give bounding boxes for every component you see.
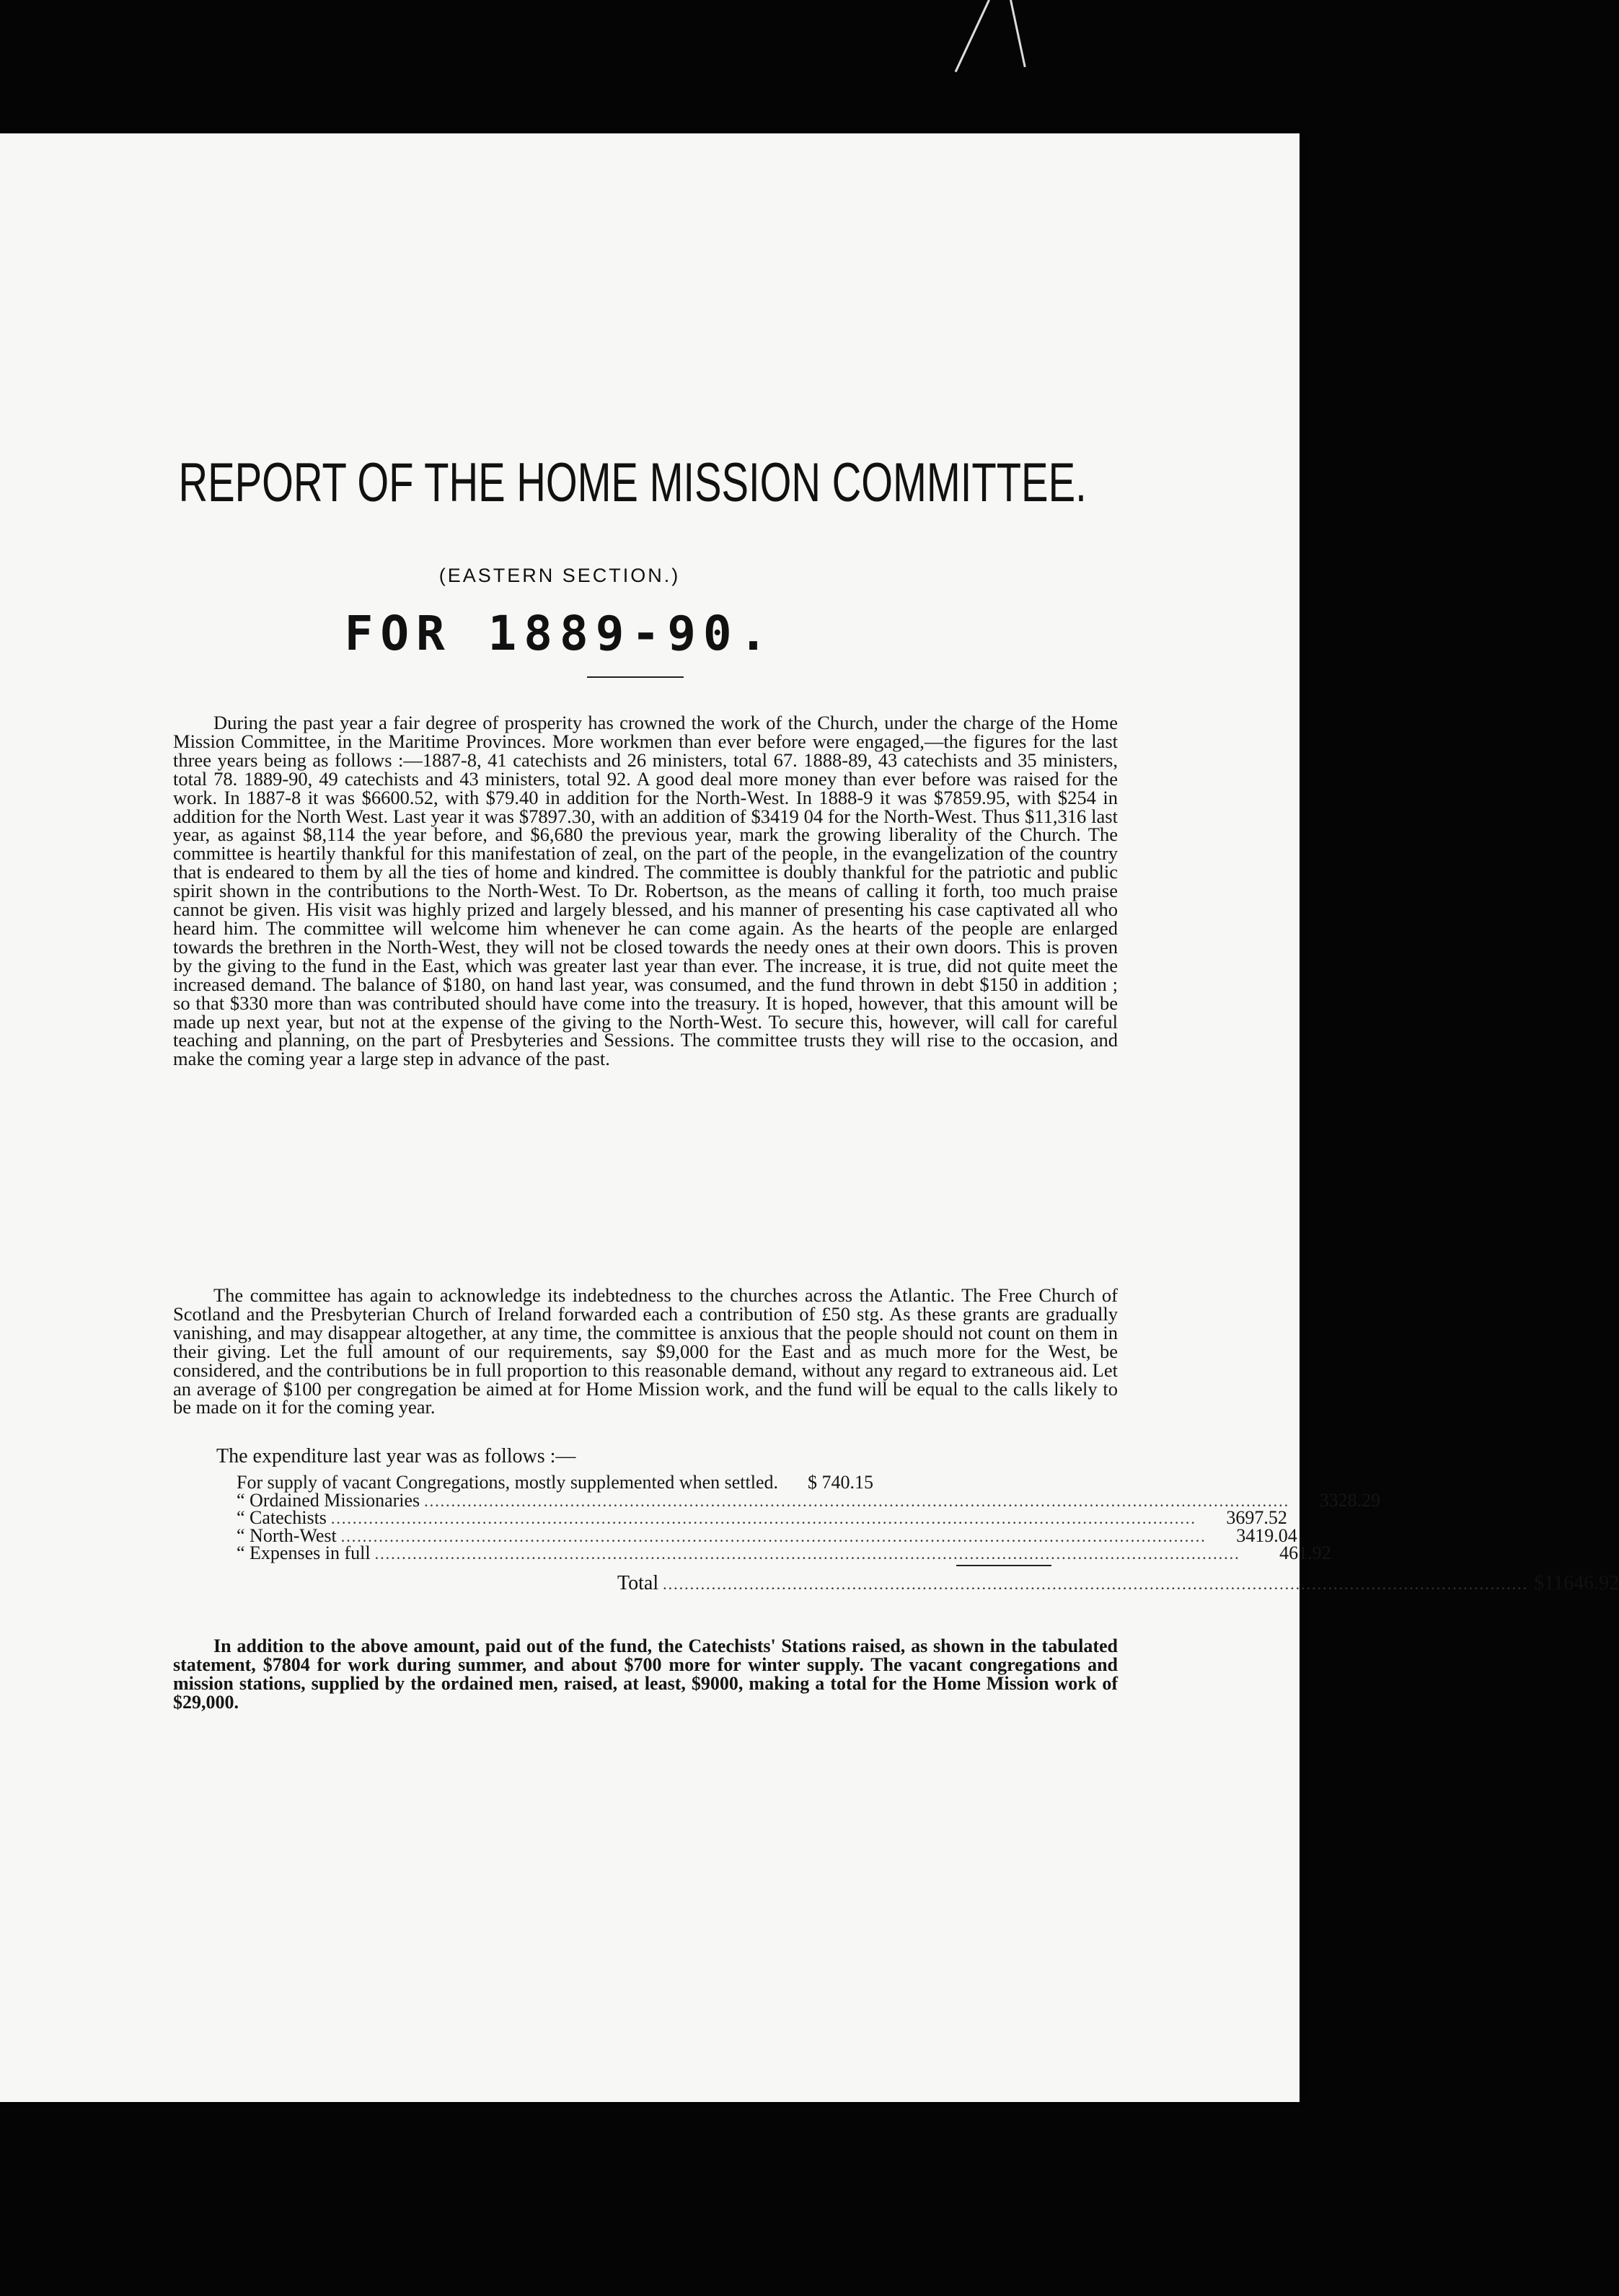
dot-leader: ................................................................................................................................................................	[424, 1491, 1290, 1510]
total-label: Total	[617, 1572, 659, 1594]
page-subtitle: (EASTERN SECTION.)	[438, 565, 681, 586]
dot-leader: ................................................................................................................................................................	[374, 1545, 1240, 1563]
expenditure-row	[237, 1507, 1287, 1528]
scan-artifact	[955, 0, 990, 72]
page-title: REPORT OF THE HOME MISSION COMMITTEE.	[178, 452, 1087, 513]
paragraph-1: During the past year a fair degree of prosperity has crowned the work of the Church, under the charge of the Home Mission Committee, in the Maritime Provinces. More workmen than ever before were engaged,—the figures for the last three years being as follows :—1887-8, 41 catechists and 26 ministers, total 67. 1888-89, 43 catechists and 35 ministers, total 78. 1889-90, 49 catechists and 43 ministers, total 92. A good deal more money than ever before was raised for the work. In 1887-8 it was $6600.52, with $79.40 in addition for the North-West. In 1888-9 it was $7859.95, with $254 in addition for the North West. Last year it was $7897.30, with an addition of $3419 04 for the North-West. Thus $11,316 last year, as against $8,114 the year before, and $6,680 the previous year, mark the growing liberality of the Church. The committee is heartily thankful for this manifestation of zeal, on the part of the people, in the evangelization of the country that is endeared to them by all the ties of home and kindred. The committee is doubly thankful for the patriotic and public spirit shown in the contributions to the North-West. To Dr. Robertson, as the means of calling it forth, too much praise cannot be given. His visit was highly prized and largely blessed, and his manner of presenting his case captivated all who heard him. The committee will welcome him whenever he can come again. As the hearts of the people are enlarged towards the brethren in the North-West, they will not be closed towards the needy ones at their own doors. This is proven by the giving to the fund in the East, which was greater last year than ever. The increase, it is true, did not quite meet the increased demand. The balance of $180, on hand last year, was consumed, and the fund thrown in debt $150 in addition ; so that $330 more than was contributed should have come into the treasury. It is hoped, however, that this amount will be made up next year, but not at the expense of the giving to the North-West. To secure this, however, will call for careful teaching and planning, on the part of Presbyteries and Sessions. The committee trusts they will rise to the occasion, and make the coming year a large step in advance of the past.	[173, 712, 1118, 1070]
document-page	[0, 133, 1300, 2102]
expenditure-total-row	[617, 1572, 1619, 1595]
sum-rule	[956, 1565, 1051, 1566]
expenditure-amount: 3419.04	[1236, 1524, 1297, 1546]
expenditure-label: “ North-West	[237, 1524, 337, 1546]
expenditure-row	[237, 1474, 1051, 1492]
expenditure-amount: 3328.29	[1319, 1489, 1381, 1511]
expenditure-amount: $ 740.15	[808, 1472, 873, 1493]
closing-paragraph: In addition to the above amount, paid out of the fund, the Catechists' Stations raised, as shown in the tabulated statement, $7804 for work during summer, and about $700 more for winter supply. The vacant congregations and mission stations, supplied by the ordained men, raised, at least, $9000, making a total for the Home Mission work of $29,000.	[173, 1635, 1118, 1713]
expenditure-label: “ Ordained Missionaries	[237, 1489, 420, 1511]
expenditure-amount: 461.92	[1279, 1542, 1331, 1563]
expenditure-intro: The expenditure last year was as follows :—	[216, 1445, 576, 1467]
expenditure-label: “ Expenses in full	[237, 1542, 371, 1563]
report-year: FOR 1889-90.	[344, 606, 775, 661]
dot-leader: ................................................................................................................................................................	[330, 1509, 1196, 1527]
expenditure-list	[237, 1472, 1381, 1563]
expenditure-row	[237, 1542, 1331, 1563]
paragraph-2: The committee has again to acknowledge its indebtedness to the churches across the Atlantic. The Free Church of Scotland and the Presbyterian Church of Ireland forwarded each a contribution of £50 stg. As these grants are gradually vanishing, and may disappear altogether, at any time, the committee is anxious that the people should not count on them in their giving. Let the full amount of our requirements, say $9,000 for the East and as much more for the West, be considered, and the contributions be in full proportion to this reasonable demand, without any regard to extraneous aid. Let an average of $100 per congregation be aimed at for Home Mission work, and the fund will be equal to the calls likely to be made on it for the coming year.	[173, 1284, 1118, 1418]
scan-artifact	[1010, 0, 1026, 67]
dot-leader: ................................................................................................................................................................	[340, 1527, 1206, 1545]
expenditure-row	[237, 1489, 1381, 1511]
expenditure-label: “ Catechists	[237, 1507, 327, 1528]
dot-leader: ................................................................................................................................................................	[663, 1575, 1529, 1593]
divider	[587, 676, 684, 678]
total-amount: $11646.92	[1534, 1572, 1619, 1594]
expenditure-amount: 3697.52	[1226, 1507, 1287, 1528]
expenditure-label: For supply of vacant Congregations, mostly supplemented when settled.	[237, 1472, 778, 1493]
